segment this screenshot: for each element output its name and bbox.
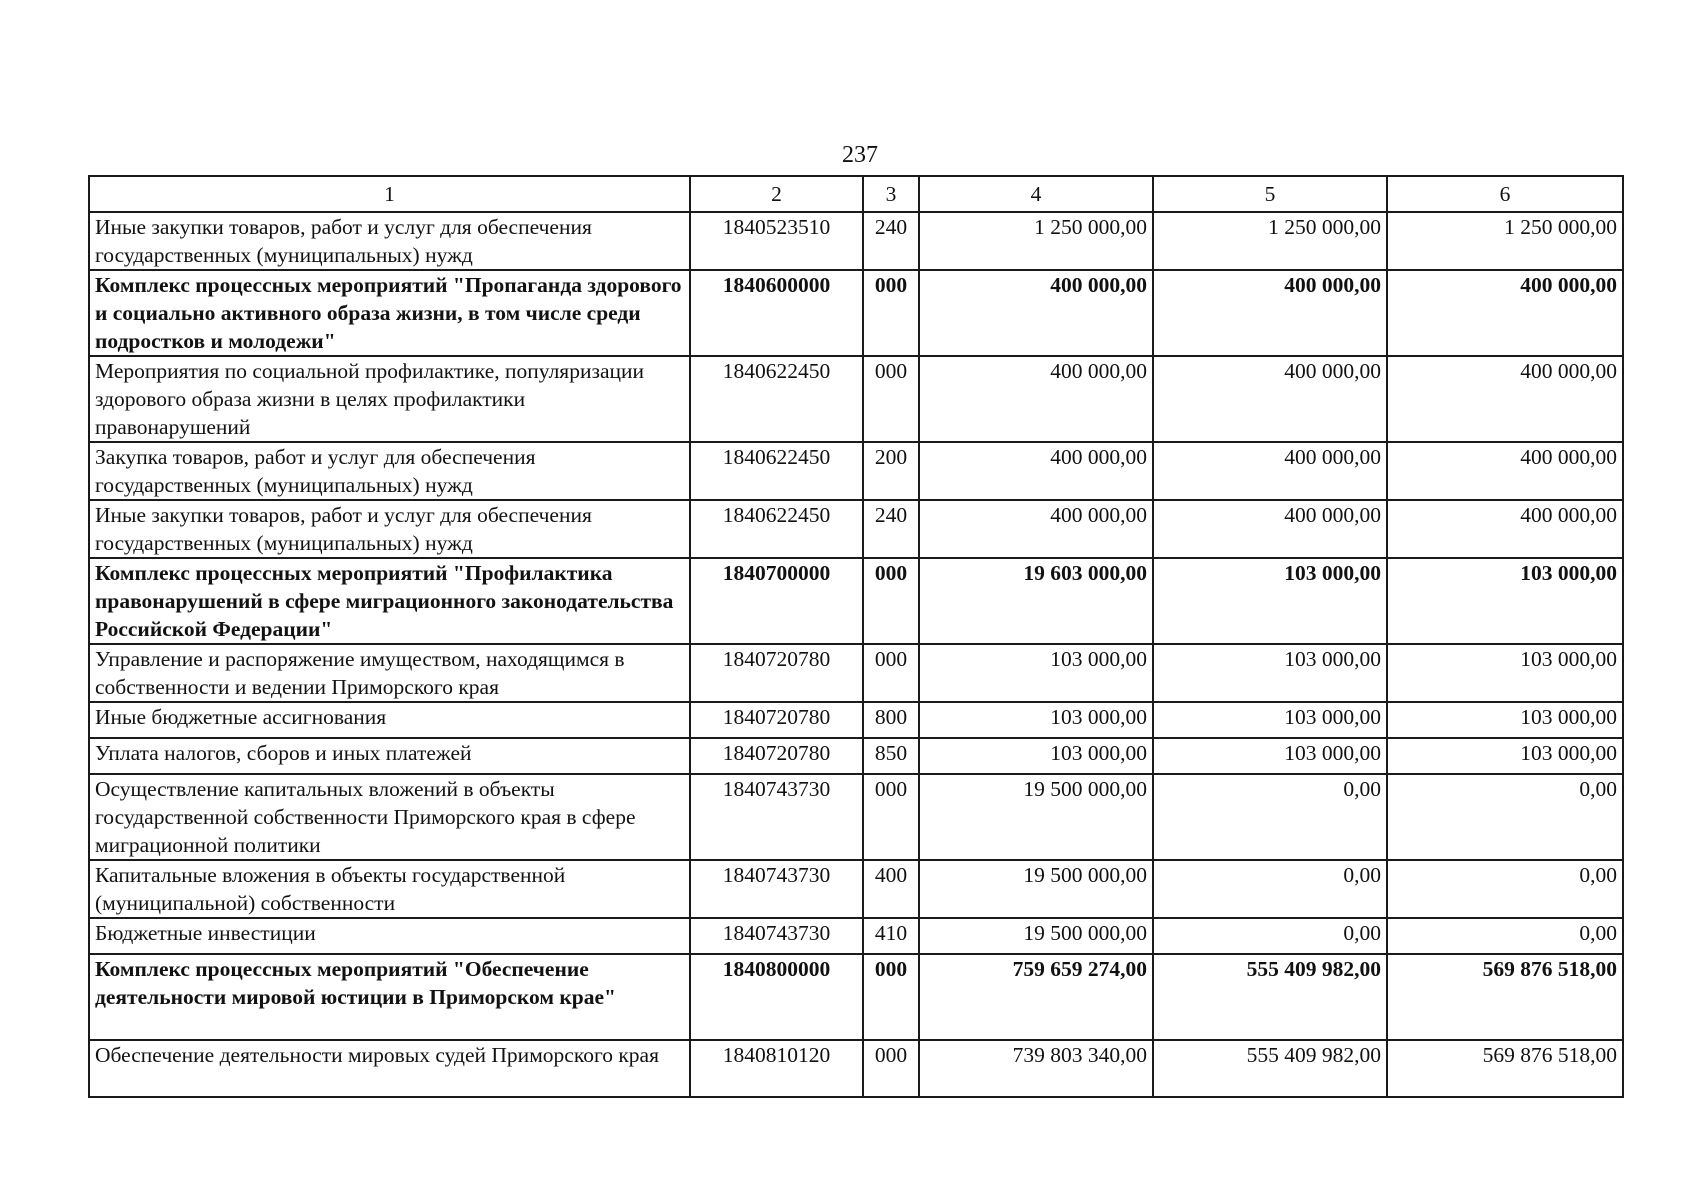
column-header: 4 [919,176,1153,212]
amount-cell-col5: 0,00 [1153,774,1387,860]
row-name-cell: Капитальные вложения в объекты государственной (муниципальной) собственности [89,860,690,918]
amount-cell-col6: 0,00 [1387,860,1623,918]
target-code-cell: 1840743730 [690,860,863,918]
table-row [89,356,1623,442]
row-name-cell: Управление и распоряжение имуществом, находящимся в собственности и ведении Приморского края [89,644,690,702]
row-name-cell: Комплекс процессных мероприятий "Обеспечение деятельности мировой юстиции в Приморском крае" [89,954,690,1040]
amount-cell-col6: 400 000,00 [1387,500,1623,558]
expense-type-cell: 400 [863,860,919,918]
row-name-cell: Закупка товаров, работ и услуг для обеспечения государственных (муниципальных) нужд [89,442,690,500]
amount-cell-col6: 0,00 [1387,918,1623,954]
expense-type-cell: 000 [863,954,919,1040]
row-name-cell: Мероприятия по социальной профилактике, популяризации здорового образа жизни в целях профилактики правонарушений [89,356,690,442]
amount-cell-col6: 0,00 [1387,774,1623,860]
amount-cell-col6: 400 000,00 [1387,442,1623,500]
table-row [89,954,1623,1040]
row-name-cell: Иные закупки товаров, работ и услуг для обеспечения государственных (муниципальных) нужд [89,500,690,558]
row-name-cell: Бюджетные инвестиции [89,918,690,954]
target-code-cell: 1840600000 [690,270,863,356]
amount-cell-col4: 400 000,00 [919,270,1153,356]
budget-table [88,175,1624,1098]
column-number-row [89,176,1623,212]
amount-cell-col4: 400 000,00 [919,500,1153,558]
amount-cell-col5: 0,00 [1153,860,1387,918]
amount-cell-col5: 103 000,00 [1153,558,1387,644]
column-header: 3 [863,176,919,212]
expense-type-cell: 240 [863,212,919,270]
table-row [89,738,1623,774]
table-row [89,774,1623,860]
target-code-cell: 1840810120 [690,1040,863,1097]
column-header: 2 [690,176,863,212]
target-code-cell: 1840800000 [690,954,863,1040]
amount-cell-col6: 103 000,00 [1387,644,1623,702]
target-code-cell: 1840720780 [690,702,863,738]
expense-type-cell: 240 [863,500,919,558]
table-row [89,860,1623,918]
amount-cell-col4: 400 000,00 [919,356,1153,442]
target-code-cell: 1840700000 [690,558,863,644]
row-name-cell: Обеспечение деятельности мировых судей Приморского края [89,1040,690,1097]
column-header: 1 [89,176,690,212]
amount-cell-col5: 555 409 982,00 [1153,1040,1387,1097]
row-name-cell: Осуществление капитальных вложений в объекты государственной собственности Приморского края в сфере миграционной политики [89,774,690,860]
expense-type-cell: 410 [863,918,919,954]
target-code-cell: 1840743730 [690,774,863,860]
amount-cell-col6: 103 000,00 [1387,738,1623,774]
column-header: 6 [1387,176,1623,212]
expense-type-cell: 000 [863,644,919,702]
table-row [89,644,1623,702]
expense-type-cell: 200 [863,442,919,500]
table-row [89,212,1623,270]
table-row [89,918,1623,954]
target-code-cell: 1840622450 [690,356,863,442]
row-name-cell: Уплата налогов, сборов и иных платежей [89,738,690,774]
amount-cell-col4: 19 500 000,00 [919,918,1153,954]
amount-cell-col4: 759 659 274,00 [919,954,1153,1040]
table-row [89,558,1623,644]
row-name-cell: Комплекс процессных мероприятий "Профилактика правонарушений в сфере миграционного законодательства Российской Федерации" [89,558,690,644]
amount-cell-col4: 400 000,00 [919,442,1153,500]
amount-cell-col6: 103 000,00 [1387,702,1623,738]
row-name-cell: Комплекс процессных мероприятий "Пропаганда здорового и социально активного образа жизни, в том числе среди подростков и молодежи" [89,270,690,356]
column-header: 5 [1153,176,1387,212]
expense-type-cell: 850 [863,738,919,774]
amount-cell-col5: 400 000,00 [1153,442,1387,500]
amount-cell-col6: 569 876 518,00 [1387,954,1623,1040]
amount-cell-col4: 19 603 000,00 [919,558,1153,644]
amount-cell-col4: 1 250 000,00 [919,212,1153,270]
table-row [89,500,1623,558]
amount-cell-col4: 103 000,00 [919,644,1153,702]
amount-cell-col5: 103 000,00 [1153,702,1387,738]
expense-type-cell: 000 [863,270,919,356]
amount-cell-col5: 400 000,00 [1153,270,1387,356]
expense-type-cell: 000 [863,774,919,860]
amount-cell-col6: 1 250 000,00 [1387,212,1623,270]
amount-cell-col5: 1 250 000,00 [1153,212,1387,270]
amount-cell-col5: 103 000,00 [1153,738,1387,774]
target-code-cell: 1840720780 [690,738,863,774]
amount-cell-col5: 400 000,00 [1153,356,1387,442]
amount-cell-col6: 400 000,00 [1387,270,1623,356]
amount-cell-col5: 103 000,00 [1153,644,1387,702]
row-name-cell: Иные закупки товаров, работ и услуг для обеспечения государственных (муниципальных) нужд [89,212,690,270]
target-code-cell: 1840743730 [690,918,863,954]
table-row [89,702,1623,738]
target-code-cell: 1840622450 [690,500,863,558]
page-number: 237 [842,142,878,168]
target-code-cell: 1840523510 [690,212,863,270]
expense-type-cell: 800 [863,702,919,738]
target-code-cell: 1840622450 [690,442,863,500]
table-row [89,442,1623,500]
expense-type-cell: 000 [863,356,919,442]
expense-type-cell: 000 [863,558,919,644]
table-body [89,212,1623,1097]
amount-cell-col4: 19 500 000,00 [919,774,1153,860]
amount-cell-col4: 103 000,00 [919,738,1153,774]
amount-cell-col5: 555 409 982,00 [1153,954,1387,1040]
row-name-cell: Иные бюджетные ассигнования [89,702,690,738]
amount-cell-col4: 739 803 340,00 [919,1040,1153,1097]
amount-cell-col5: 0,00 [1153,918,1387,954]
target-code-cell: 1840720780 [690,644,863,702]
amount-cell-col6: 103 000,00 [1387,558,1623,644]
amount-cell-col4: 19 500 000,00 [919,860,1153,918]
amount-cell-col5: 400 000,00 [1153,500,1387,558]
table-row [89,270,1623,356]
amount-cell-col6: 400 000,00 [1387,356,1623,442]
table-row [89,1040,1623,1097]
amount-cell-col6: 569 876 518,00 [1387,1040,1623,1097]
amount-cell-col4: 103 000,00 [919,702,1153,738]
expense-type-cell: 000 [863,1040,919,1097]
